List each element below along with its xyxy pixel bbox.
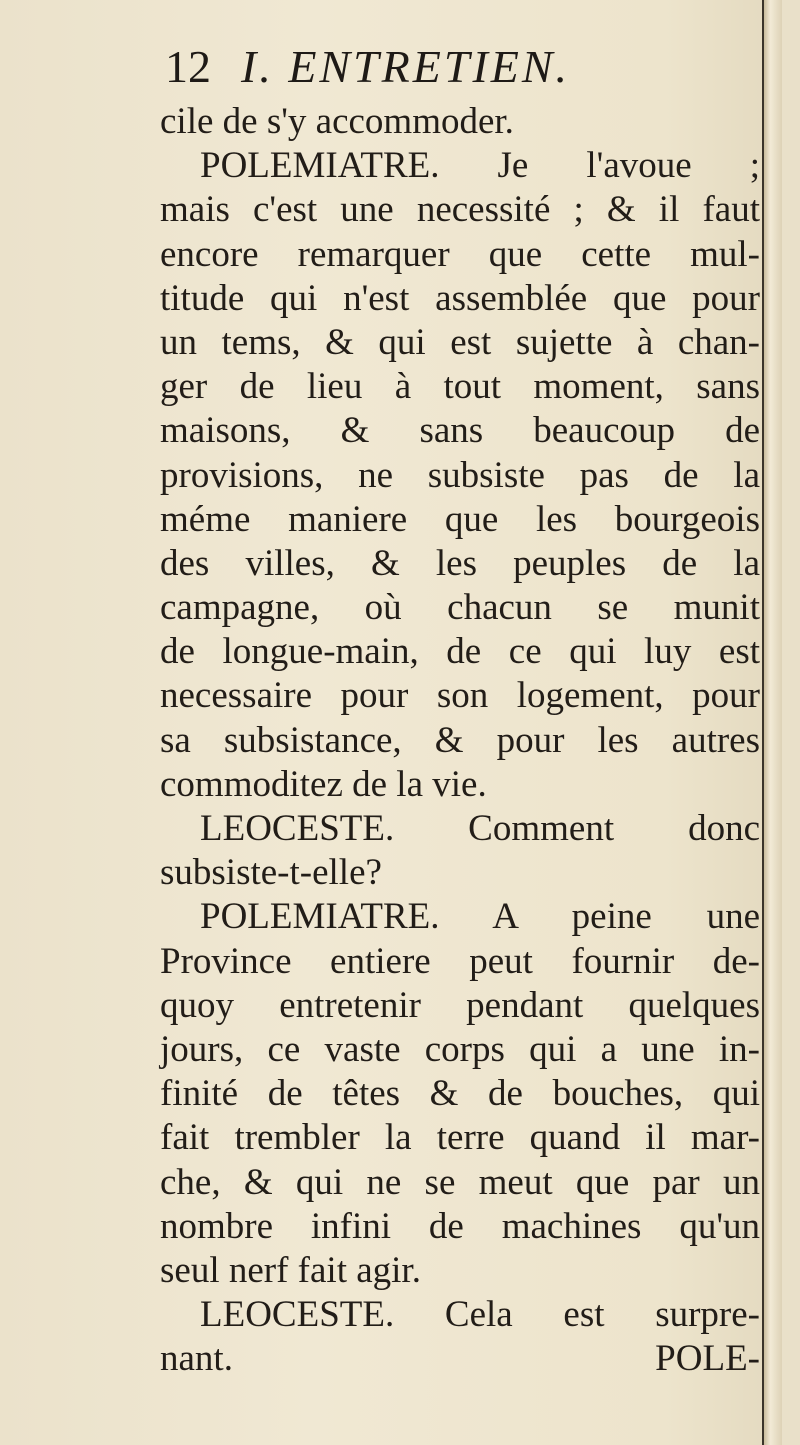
- text-line: commoditez de la vie.: [160, 763, 487, 805]
- text-line: jours, ce vaste corps qui a une in-: [160, 1028, 760, 1070]
- text-line: encore remarquer que cette mul-: [160, 233, 760, 275]
- text-line: de longue-main, de ce qui luy est: [160, 631, 760, 673]
- text-line: fait trembler la terre quand il mar-: [160, 1117, 760, 1159]
- text-line: che, & qui ne se meut que par un: [160, 1161, 760, 1203]
- page-edge: [762, 0, 782, 1445]
- running-header: [165, 40, 570, 93]
- text-line: LEOCESTE. Comment donc: [200, 808, 760, 849]
- text-line: finité de têtes & de bouches, qui: [160, 1073, 760, 1115]
- text-line: POLEMIATRE. A peine une: [200, 896, 760, 938]
- catchword: POLE-: [655, 1338, 760, 1380]
- text-line: des villes, & les peuples de la: [160, 542, 760, 584]
- body-text: [160, 100, 760, 1381]
- text-line: campagne, où chacun se munit: [160, 587, 760, 629]
- text-line: quoy entretenir pendant quelques: [160, 984, 760, 1026]
- text-line: mais c'est une necessité ; & il faut: [160, 189, 760, 231]
- running-title: I. ENTRETIEN.: [241, 41, 571, 92]
- text-line: necessaire pour son logement, pour: [160, 675, 760, 717]
- text-line: ger de lieu à tout moment, sans: [160, 366, 760, 408]
- text-line: méme maniere que les bourgeois: [160, 498, 760, 540]
- text-line: provisions, ne subsiste pas de la: [160, 454, 760, 496]
- text-line: cile de s'y accommoder.: [160, 101, 514, 142]
- text-line: un tems, & qui est sujette à chan-: [160, 321, 760, 363]
- text-line: LEOCESTE. Cela est surpre-: [200, 1294, 760, 1336]
- page-number: 12: [165, 41, 211, 92]
- text-line: maisons, & sans beaucoup de: [160, 410, 760, 452]
- text-line: subsiste-t-elle?: [160, 852, 382, 894]
- text-line: Province entiere peut fournir de-: [160, 940, 760, 982]
- text-line: seul nerf fait agir.: [160, 1249, 421, 1291]
- text-line: titude qui n'est assemblée que pour: [160, 277, 760, 319]
- text-line: nombre infini de machines qu'un: [160, 1205, 760, 1247]
- text-line: sa subsistance, & pour les autres: [160, 719, 760, 761]
- text-line: nant.: [160, 1338, 233, 1380]
- text-line: POLEMIATRE. Je l'avoue ;: [200, 145, 760, 187]
